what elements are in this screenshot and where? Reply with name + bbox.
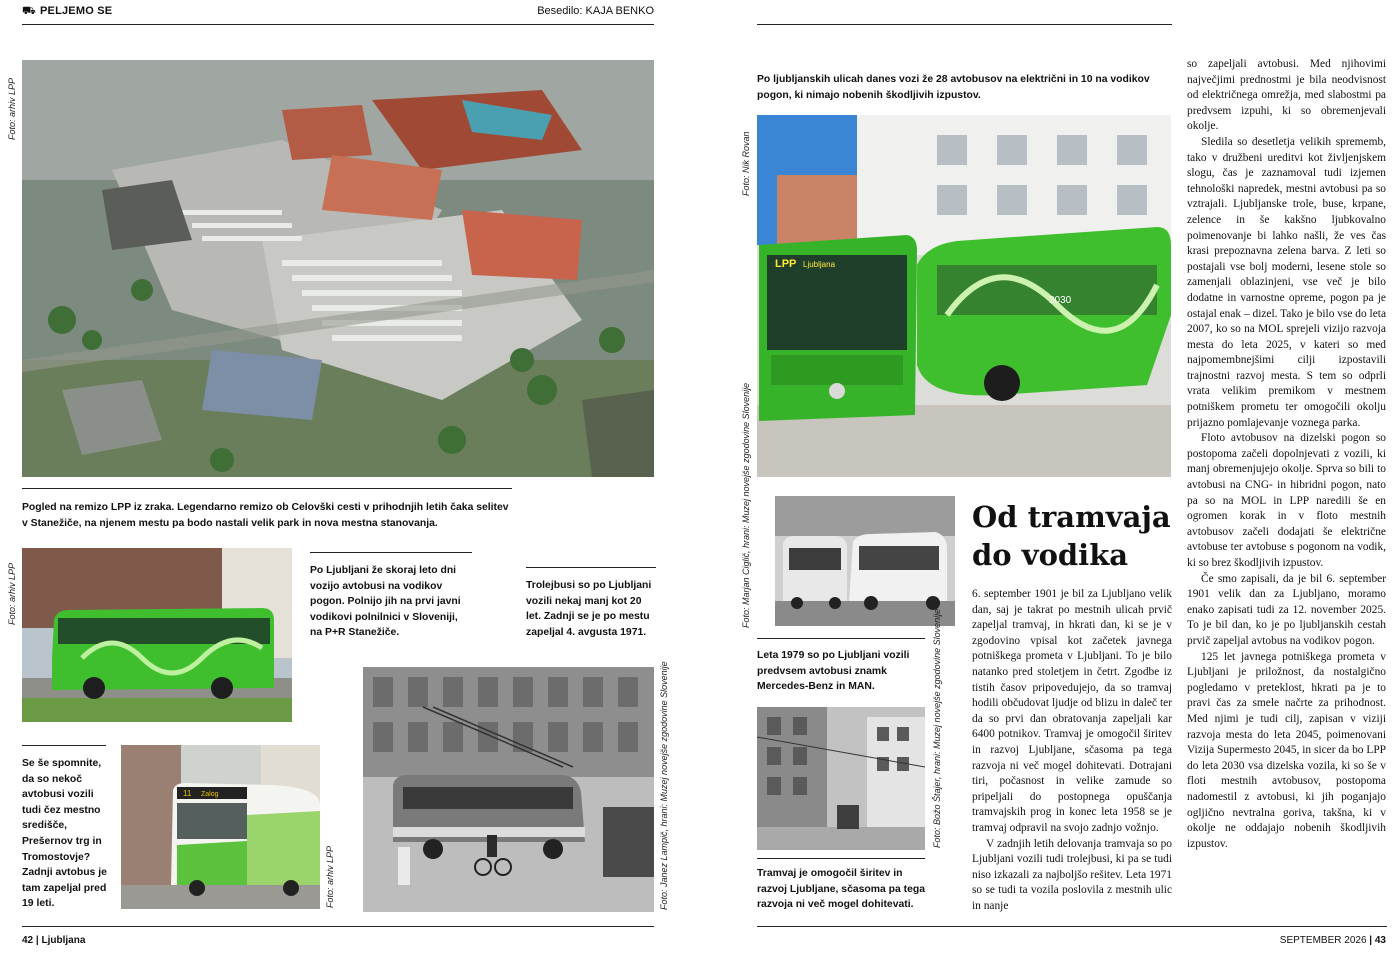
city-center-bus-photo <box>121 745 320 909</box>
caption-trolleybus: Trolejbusi so po Ljubljani vozili nekaj manj kot 20 let. Zadnji se je po mestu zapeljal 4. avgusta 1971. <box>526 580 652 638</box>
article-paragraph: Če smo zapisali, da je bil 6. september 1901 velik dan za Ljubljano, moramo enako zapisati tudi za 12. november 2025. To je bil dan, ko je po ljubljanskih cestah prvič zapeljal avtobus na vodikov pogon. <box>1187 572 1386 647</box>
caption-rule-old-buses <box>757 638 925 639</box>
caption-city-center: Se še spomnite, da so nekoč avtobusi vozili tudi čez mestno središče, Prešernov trg in Tromostovje? Zadnji avtobus je tam zapeljal pred 19 leti. <box>22 758 107 910</box>
article-paragraph: 125 let javnega potniškega prometa v Ljubljani je priložnost, da nostalgično pogledamo v preteklost, hkrati pa je to pravi čas za smele načrte za prihodnost. Med njimi je tudi cilj, zapisan v viziji razvoja mesta do leta 2045, poimenovani Vizija Supermesto 2045, in sicer da bo LPP do leta 2030 vsa dizelska vozila, ki so še v floti mestnih avtobusov, postopoma nadomestil z avtobusi, ki jih poganjajo ogljično nevtralna goriva, takšna, ki v okolje ne oddajajo nobenih škodljivih izpustov. <box>1187 650 1386 850</box>
header-rule-left <box>22 24 654 25</box>
caption-rule-aerial <box>22 488 512 489</box>
article-title <box>972 498 1172 574</box>
caption-rule-city-center <box>22 745 106 746</box>
credit-aerial: Foto: arhiv LPP <box>7 77 17 140</box>
hydrogen-bus-photo <box>22 548 292 722</box>
caption-rule-tram <box>757 858 925 859</box>
green-buses-photo <box>757 115 1171 477</box>
article-title-line-1: Od tramvaja <box>972 500 1171 534</box>
section-label: PELJEMO SE <box>40 5 113 17</box>
bus-sign-left-label: LPP <box>775 258 797 270</box>
footer-separator: | <box>1369 935 1375 946</box>
credit-tram: Foto: Božo Štajer, hrani: Muzej novejše zgodovine Slovenije <box>932 608 942 848</box>
header-rule-right <box>757 24 1172 25</box>
credit-hydrogen-bus: Foto: arhiv LPP <box>7 562 17 625</box>
city-bus-route-label: 11 <box>183 789 192 798</box>
article-paragraph: Sledila so desetletja velikih sprememb, tako v družbeni ureditvi kot življenjskem slogu, čas je zaznamoval tudi izjemen tehnološki napredek, mestni avtobusi pa so vztrajali. Ljubljanske trole, buse, krpane, zelence in še kakšno ljubkovalno poimenovanje bi lahko našli, že ves čas krasi prepoznavna zelena barva. Z leti so postajali vse bolj moderni, lesene stole so zamenjali oblazinjeni, vse več je bilo dodatne in varnostne opreme, pogon pa je ostajal enak – dizel. Tako je bilo vse do leta 2007, ko so na MOL sprejeli vizijo razvoja mesta do leta 2025, v kateri so med najpomembnejšimi cilji izpostavili trajnostni razvoj mesta. S tem so odprli vrata velikim premikom v mestnem potniškem prometu ter omogočili okolju prijazno pomlajevanje voznega parka. <box>1187 135 1386 429</box>
page-number-right: 43 <box>1374 935 1386 946</box>
aerial-depot-photo <box>22 60 654 477</box>
caption-rule-hydrogen <box>310 552 472 553</box>
page-number-left: 42 <box>22 935 34 946</box>
credit-old-buses: Foto: Marjan Ciglič, hrani: Muzej novejše zgodovine Slovenije <box>741 382 751 628</box>
footer-rule-left <box>22 926 654 927</box>
footer-rule-right <box>757 926 1387 927</box>
article-title-line-2: do vodika <box>972 538 1129 572</box>
caption-rule-trolleybus <box>526 567 656 568</box>
footer-left <box>22 935 85 946</box>
footer-separator: | <box>35 935 42 946</box>
article-column-2 <box>1187 57 1386 852</box>
caption-tram: Tramvaj je omogočil širitev in razvoj Ljubljane, sčasoma pa tega razvoja ni več mogel dohitevati. <box>757 868 926 911</box>
article-paragraph: V zadnjih letih delovanja tramvaja so po Ljubljani vozili tudi trolejbusi, ki pa se tudi niso izkazali za najboljšo rešitev. Leta 1971 so se tudi ta vozila poslovila z mestnih ulic in nanje <box>972 837 1172 912</box>
magazine-name: Ljubljana <box>41 935 86 946</box>
caption-aerial: Pogled na remizo LPP iz zraka. Legendarno remizo ob Celovški cesti v prihodnjih letih čaka selitev v Stanežiče, na njenem mestu pa bodo nastali velik park in nova mestna stanovanja. <box>22 502 509 529</box>
credit-green-buses: Foto: Nik Rovan <box>741 131 751 196</box>
credit-trolleybus: Foto: Janez Lampič, hrani: Muzej novejše zgodovine Slovenije <box>659 661 669 910</box>
byline: Besedilo: KAJA BENKO <box>537 5 654 17</box>
article-paragraph: 6. september 1901 je bil za Ljubljano velik dan, saj je takrat po mestnih ulicah prvič zapeljal tramvaj, in hkrati dan, ki se je v zgodovino vpisal kot začetek javnega potniškega prometa v Ljubljani. To je bilo natanko pred stoletjem in četrt. Zgodbe iz tistih časov pripovedujejo, da so tramvaj hodili občudovat ljudje od blizu in daleč ter da so prvi dan obratovanja zapeljali kar 6400 potnikov. Tramvaj je omogočil širitev in razvoj Ljubljane, sčasoma pa tega razvoja ni več mogel dohitevati. Dotrajani tiri, počasnost in velike zamude so pripeljali do postopnega opuščanja tramvajskih prog in konec leta 1958 se je tramvaj odpravil na svojo zadnjo vožnjo. <box>972 588 1172 834</box>
city-bus-destination-label: Zalog <box>201 791 219 798</box>
article-column-1 <box>972 587 1172 914</box>
article-paragraph: Floto avtobusov na dizelski pogon so postopoma začeli dopolnjevati z vozili, ki manj obremenjujejo okolje. Sprva so bili to avtobusi na CNG- in hibridni pogon, nato pa so na MOL in LPP naredili še en ogromen korak in v floto mestnih avtobusov začeli dodajati še električne avtobuse ter avtobuse s pogonom na vodik, ki so brez škodljivih izpustov. <box>1187 432 1386 569</box>
caption-hydrogen: Po Ljubljani že skoraj leto dni vozijo avtobusi na vodikov pogon. Polnijo jih na prvi javni vodikovi polnilnici v Sloveniji, na P+R Stanežiče. <box>310 565 461 639</box>
section-icon: ⛟ <box>22 5 36 17</box>
trolleybus-photo <box>363 667 654 912</box>
credit-city-bus: Foto: arhiv LPP <box>325 845 335 908</box>
caption-old-buses: Leta 1979 so po Ljubljani vozili predvsem avtobusi znamk Mercedes-Benz in MAN. <box>757 650 910 693</box>
caption-green-buses: Po ljubljanskih ulicah danes vozi že 28 avtobusov na električni in 10 na vodikov pogon, ki nimajo nobenih škodljivih izpustov. <box>757 74 1150 101</box>
bus-route-label: Ljubljana <box>803 260 836 269</box>
footer-right <box>1280 935 1386 946</box>
article-paragraph: so zapeljali avtobusi. Med njihovimi največjimi prednostmi je bila neodvisnost od električnega omrežja, med slabostmi pa predvsem izpuhi, ki so obremenjevali okolje. <box>1187 58 1386 133</box>
old-buses-photo <box>775 496 955 626</box>
header-left <box>22 4 654 22</box>
bus-year-label: 2030 <box>1049 295 1072 306</box>
issue-date: SEPTEMBER 2026 <box>1279 935 1367 946</box>
tram-photo <box>757 707 925 850</box>
